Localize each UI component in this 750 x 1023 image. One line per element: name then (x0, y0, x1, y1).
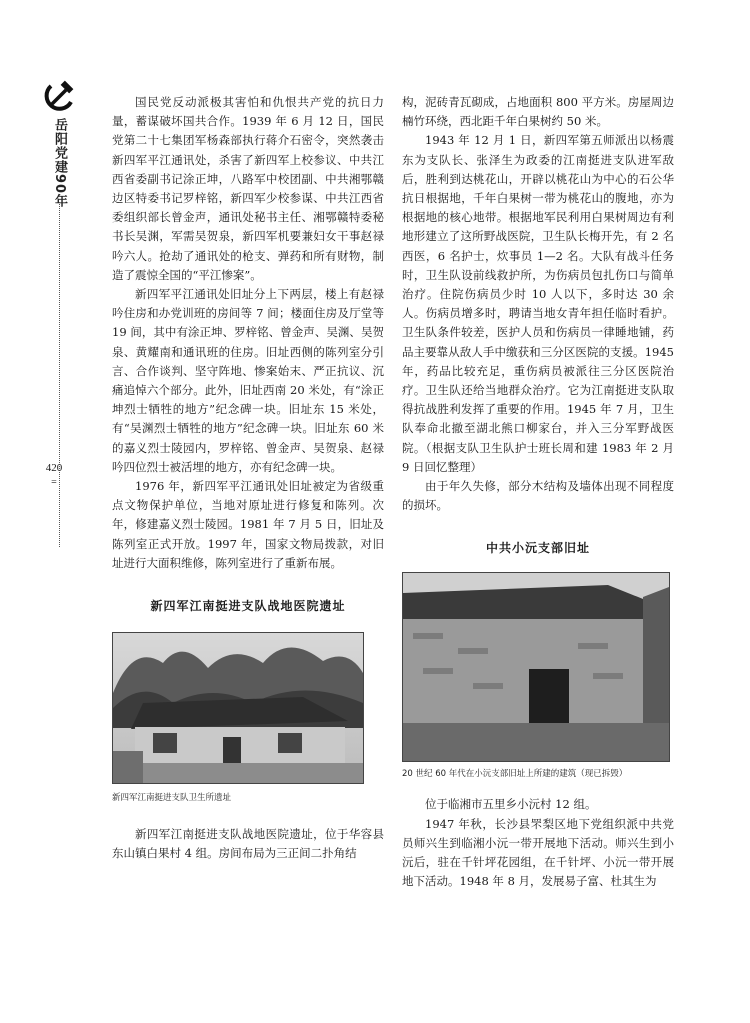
body-paragraph: 1976 年，新四军平江通讯处旧址被定为省级重点文物保护单位，当地对原址进行修复和陈列。次年，修建嘉义烈士陵园。1981 年 7 月 5 日，旧址及陈列室正式开放。1997 年，国家文物局拨款，对旧址进行大面积维修，陈列室进行了重新布展。 (112, 479, 384, 570)
body-paragraph: 由于年久失修，部分木结构及墙体出现不同程度的损坏。 (402, 479, 674, 513)
photo-caption: 20 世纪 60 年代在小沅支部旧址上所建的建筑（现已拆毁） (402, 769, 628, 780)
left-column (112, 93, 384, 863)
sidebar-title: 岳阳党建90年 (52, 118, 67, 209)
body-paragraph: 位于临湘市五里乡小沅村 12 组。 (425, 797, 597, 812)
branch-site-photo (402, 572, 670, 762)
sidebar-divider (59, 202, 60, 547)
body-paragraph: 1943 年 12 月 1 日，新四军第五师派出以杨震东为支队长、张泽生为政委的江南挺进支队进军敌后，胜利到达桃花山，开辟以桃花山为中心的石公华抗日根据地，千年白果树一带为桃花山的腹地，亦为根据地的核心地带。根据地军民利用白果树周边有利地形建立了这所野战医院，卫生队长梅开先，有 2 名西医，6 名护士，炊事员 1—2 名。大队有战斗任务时，卫生队设前线救护所，为伤病员包扎伤口与简单治疗。住院伤病员少时 10 人以下，多时达 30 余人。伤病员增多时，聘请当地女青年担任临时看护。卫生队条件较差，医护人员和伤病员一律睡地铺，药品主要靠从敌人手中缴获和三分区医院的支援。1945 年，药品比较充足，重伤病员被派往三分区医院治疗。卫生队还给当地群众治疗。它为江南挺进支队取得抗战胜利发挥了重要的作用。1945 年 7 月，卫生队奉命北撤至湖北熊口柳家台，并入三分军野战医院。（根据支队卫生队护士班长周和建 1983 年 2 月 9 日回忆整理） (402, 133, 674, 474)
body-paragraph: 新四军江南挺进支队战地医院遗址，位于华容县东山镇白果村 4 组。房间布局为三正间二扑角结 (112, 827, 384, 861)
body-paragraph: 构，泥砖青瓦砌成，占地面积 800 平方米。房屋周边楠竹环绕，西北距千年白果树约 50 米。 (402, 95, 674, 129)
section-heading: 新四军江南挺进支队战地医院遗址 (150, 599, 346, 614)
right-column (402, 93, 674, 891)
body-paragraph: 1947 年秋，长沙县罘梨区地下党组织派中共党员师兴生到临湘小沅一带开展地下活动。师兴生到小沅后，驻在千针坪花园组，在千针坪、小沅一带开展地下活动。1948 年 8 月，发展易子富、杜其生为 (402, 816, 674, 889)
body-paragraph: 新四军平江通讯处旧址分上下两层，楼上有赵禄吟住房和办党训班的房间等 7 间；楼面住房及厅堂等 19 间，其中有涂正坤、罗梓铭、曾金声、吴渊、吴贺泉、黄耀南和通讯班的住房。旧址西侧的陈列室分引言、合作谈判、坚守阵地、惨案始末、严正抗议、沉痛追悼六个部分。此外，旧址西南 20 米处，有“涂正坤烈士牺牲的地方”纪念碑一块。旧址东 15 米处，有“吴渊烈士牺牲的地方”纪念碑一块。旧址东 60 米的嘉义烈士陵园内，罗梓铭、曾金声、吴贺泉、赵禄吟四位烈士被活埋的地方，亦有纪念碑一块。 (112, 287, 384, 474)
hammer-sickle-icon (42, 80, 76, 114)
hospital-ruin-photo (112, 632, 364, 784)
sidebar (34, 70, 84, 500)
page-number: 420 (45, 462, 63, 474)
section-heading: 中共小沅支部旧址 (485, 541, 590, 556)
page-mark: = (51, 477, 57, 488)
body-paragraph: 国民党反动派极其害怕和仇恨共产党的抗日力量，蓄谋破坏国共合作。1939 年 6 月 12 日，国民党第二十七集团军杨森部执行蒋介石密令，突然袭击新四军平江通讯处，杀害了新四军上校参议、中共江西省委副书记涂正坤，八路军中校团副、中共湘鄂赣边区特委书记罗梓铭，新四军少校参谋、中共江西省委组织部长曾金声，通讯处秘书主任、湘鄂赣特委秘书长吴渊，军需吴贺泉，新四军机要兼妇女干事赵禄吟六人。抢劫了通讯处的枪支、弹药和所有财物，制造了震惊全国的“平江惨案”。 (112, 95, 384, 282)
photo-caption: 新四军江南挺进支队卫生所遗址 (112, 793, 232, 804)
